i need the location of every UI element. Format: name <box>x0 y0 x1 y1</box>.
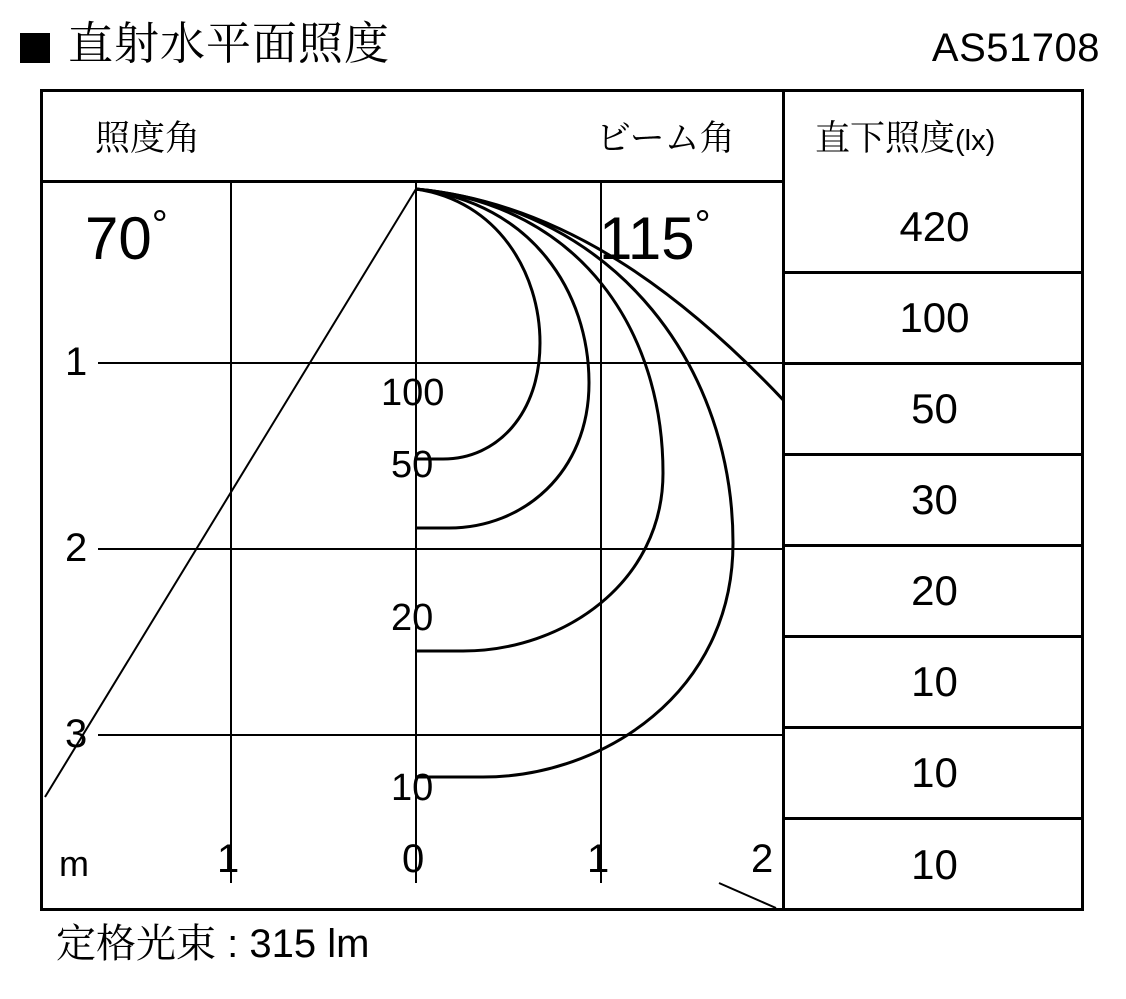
chart-frame <box>40 89 1084 911</box>
y-tick-3: 3 <box>65 712 88 756</box>
x-tick-0: 0 <box>402 837 425 881</box>
x-tick-2: 2 <box>751 837 774 881</box>
curve-label-100: 100 <box>381 372 445 414</box>
grid-horizontal <box>98 363 782 735</box>
illuminance-angle-header: 照度角 <box>95 119 201 158</box>
direct-illuminance-table <box>785 183 1084 911</box>
table-row <box>785 547 1084 638</box>
table-column-header-text: 直下照度 <box>815 119 956 158</box>
degree-symbol-left: ° <box>151 203 168 247</box>
illuminance-angle-value <box>85 194 168 270</box>
table-row <box>785 456 1084 547</box>
x-axis-unit: m <box>59 843 89 884</box>
table-column-header-unit: (lx) <box>955 125 996 157</box>
isolux-curve-10 <box>416 189 733 777</box>
y-tick-2: 2 <box>65 526 88 570</box>
x-tick-minus1: 1 <box>217 837 240 881</box>
table-cell-value: 100 <box>899 294 970 341</box>
table-cell-value: 20 <box>911 567 958 614</box>
table-column-header <box>815 118 995 162</box>
table-row <box>785 183 1084 274</box>
page-header <box>0 0 1126 88</box>
page-title: 直射水平面照度 <box>68 18 391 69</box>
table-cell-value: 10 <box>911 658 958 705</box>
illuminance-angle-number: 70 <box>85 205 152 272</box>
curve-label-10: 10 <box>391 767 434 809</box>
table-cell-value: 10 <box>911 841 958 888</box>
isolux-curve-100 <box>416 189 540 459</box>
beam-angle-number: 115 <box>599 205 695 272</box>
product-code: AS51708 <box>931 26 1100 70</box>
y-tick-1: 1 <box>65 340 88 384</box>
table-row <box>785 729 1084 820</box>
beam-angle-value <box>599 194 711 270</box>
table-cell-value: 30 <box>911 476 958 523</box>
beam-angle-ray-lower <box>719 883 776 908</box>
isolux-curve-50 <box>416 189 589 528</box>
filled-square-icon <box>20 33 50 63</box>
curve-label-50: 50 <box>391 444 434 486</box>
beam-angle-header: ビーム角 <box>596 119 735 158</box>
table-row <box>785 638 1084 729</box>
table-cell-value: 420 <box>899 203 970 250</box>
x-tick-1: 1 <box>587 837 610 881</box>
curve-label-20: 20 <box>391 597 434 639</box>
rated-flux-note: 定格光束 : 315 lm <box>56 922 370 966</box>
table-row <box>785 820 1084 910</box>
table-cell-value: 10 <box>911 749 958 796</box>
table-row <box>785 365 1084 456</box>
table-cell-value: 50 <box>911 385 958 432</box>
degree-symbol-right: ° <box>694 203 711 247</box>
table-row <box>785 274 1084 365</box>
